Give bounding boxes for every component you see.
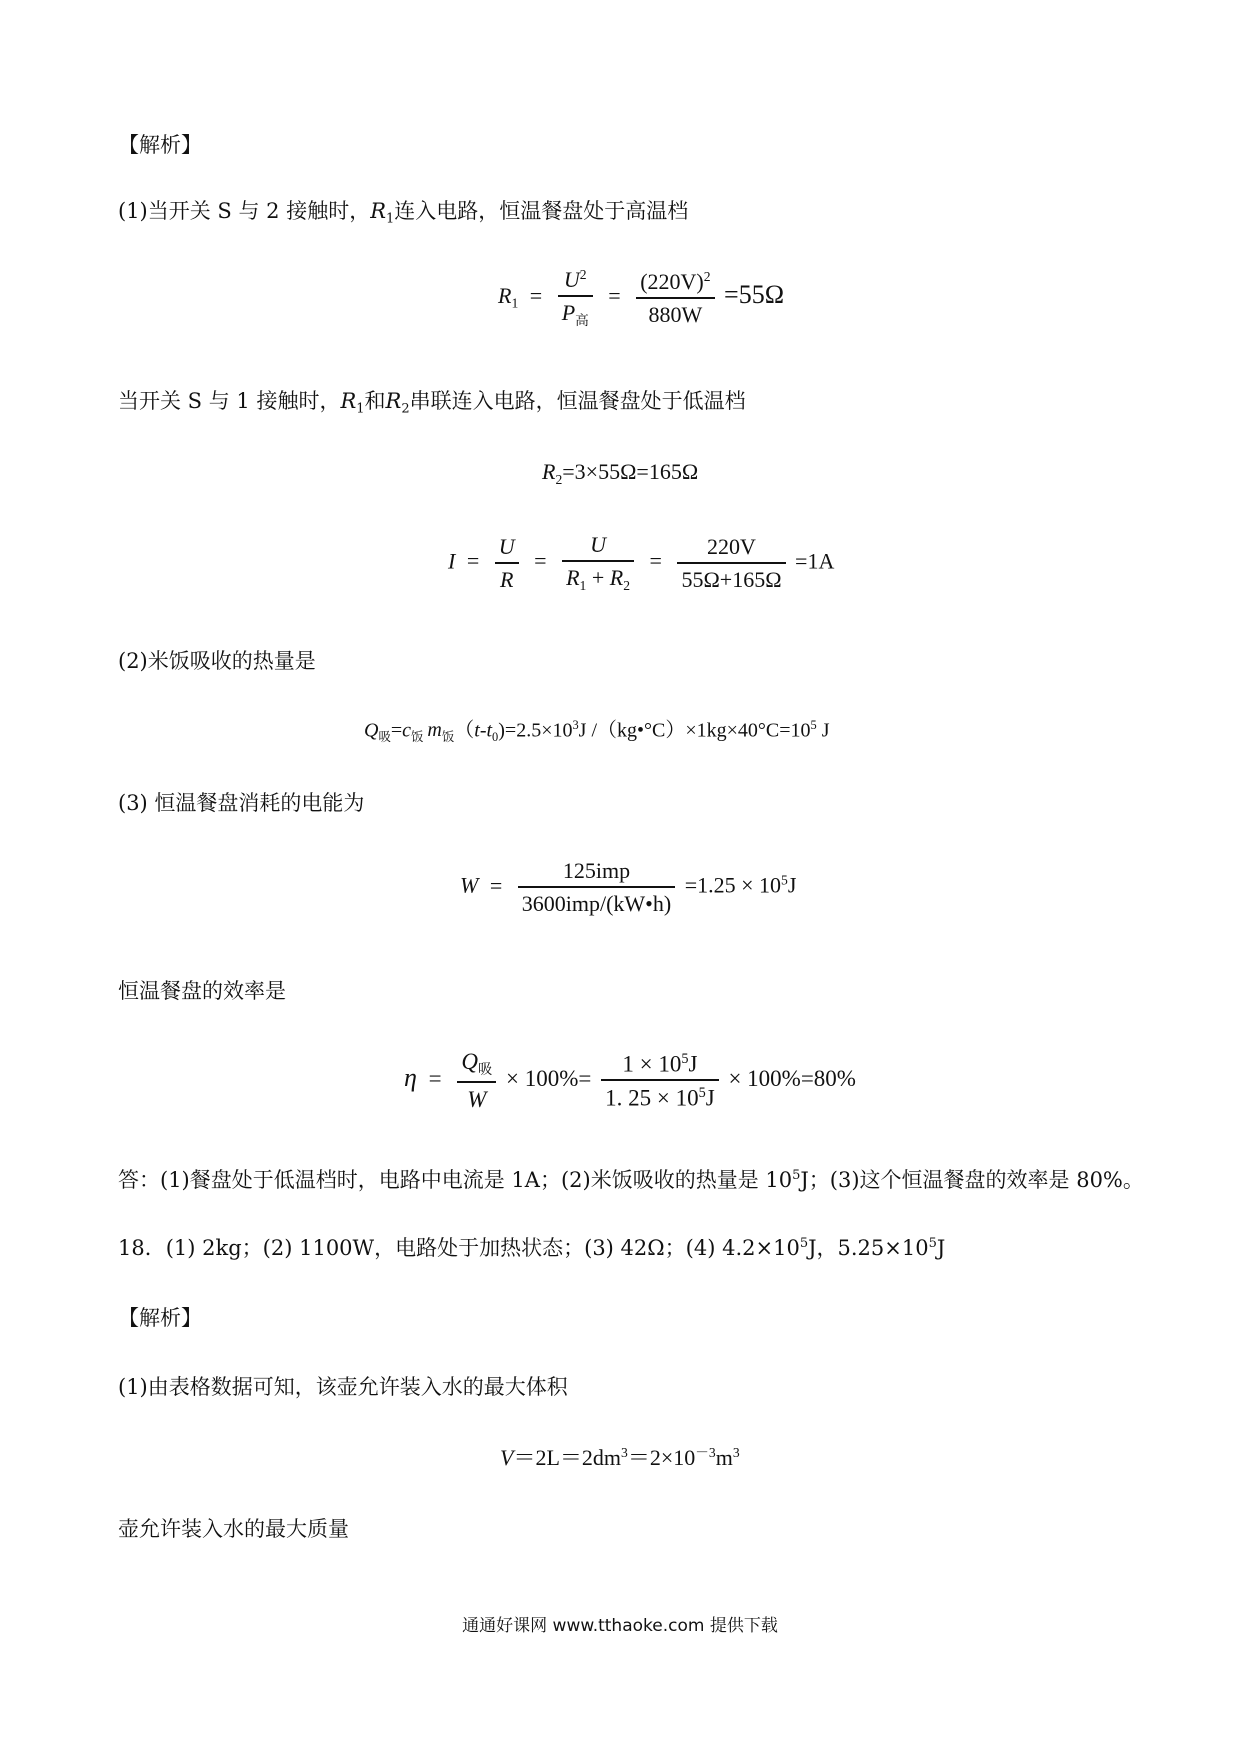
eq6-equals: = [428, 1065, 442, 1091]
eq1-num-sup: 2 [579, 267, 587, 282]
eq3-equals-3: = [649, 548, 662, 574]
part4-text: (1)由表格数据可知，该壶允许装入水的最大体积 [118, 1375, 568, 1399]
r1-subscript: 1 [386, 211, 395, 227]
q18-sup-2: 5 [928, 1236, 937, 1252]
part2-text: (2)米饭吸收的热量是 [118, 649, 316, 673]
equation-heat [364, 719, 830, 743]
eq3-f2-num: U [590, 532, 606, 557]
eq7-tail-sup: 3 [732, 1445, 740, 1460]
eq4-mid: )=2.5×10 [498, 719, 573, 742]
eq6-f2-den-unit: J [705, 1085, 715, 1111]
eq4-c-sub: 饭 [411, 729, 424, 744]
part1-text [118, 199, 688, 227]
part1b-r1-sub: 1 [356, 401, 365, 417]
eq4-dash: - [479, 719, 487, 742]
part1-suffix: 连入电路，恒温餐盘处于高温档 [394, 199, 689, 223]
part1b-prefix: 当开关 S 与 1 接触时， [118, 389, 341, 413]
eq5-lhs: W [460, 872, 479, 898]
eq7-tail: m [715, 1445, 733, 1471]
equation-r1 [498, 268, 784, 328]
eq6-f2-den-sup: 5 [698, 1085, 706, 1102]
eq4-m: m [427, 719, 442, 742]
eq6-lhs: η [404, 1062, 417, 1092]
eq7-mid2: ＝2×10 [627, 1445, 696, 1471]
eq6-f1-num-sub: 吸 [478, 1061, 493, 1078]
eq3-f3-num: 220V [707, 533, 756, 559]
q18-sup-1: 5 [799, 1236, 809, 1252]
eq3-lhs: I [448, 548, 456, 574]
eq4-t: t [474, 719, 480, 742]
eq4-tail-sup: 5 [810, 718, 817, 732]
eq2-lhs-sub: 2 [555, 471, 563, 487]
answer-part-b: J；(3)这个恒温餐盘的效率是 80%。 [800, 1168, 1144, 1192]
eq5-equals: = [489, 872, 503, 898]
eq1-num2: (220V) [640, 268, 704, 294]
q18-part-a: 18．(1) 2kg；(2) 1100W，电路处于加热状态；(3) 42Ω；(4) 4.2×10 [118, 1236, 800, 1260]
eq4-unit: J [816, 719, 830, 742]
equation-energy [460, 860, 796, 915]
eq2-lhs: R [542, 459, 556, 484]
eq7-mid: ＝2L＝2dm [513, 1445, 622, 1471]
part1b-r1: R [340, 389, 357, 413]
eq3-fraction-3 [677, 533, 785, 592]
eq3-f1-num: U [498, 533, 515, 559]
equation-current [448, 534, 834, 592]
analysis-label: 【解析】 [118, 133, 202, 157]
eq4-mid-sup: 3 [572, 718, 579, 732]
question-18-answer [118, 1236, 945, 1261]
eq4-t0-sub: 0 [492, 729, 499, 744]
eq3-f2-den-b-sub: 2 [623, 577, 631, 593]
eq6-result: × 100%=80% [728, 1065, 856, 1091]
eq5-fraction [518, 860, 675, 915]
eq2-rhs: =3×55Ω=165Ω [562, 459, 699, 484]
eq3-fraction-1 [495, 533, 519, 592]
eq3-f1-den: R [499, 566, 514, 592]
eq6-mid: × 100%= [506, 1065, 592, 1091]
eq1-num2-sup: 2 [703, 268, 711, 284]
equation-r2 [542, 461, 698, 486]
part3b-text: 恒温餐盘的效率是 [118, 979, 286, 1003]
part1b-r2: R [385, 389, 402, 413]
eq5-unit: J [787, 872, 797, 898]
eq1-num: U [563, 267, 580, 293]
eq3-f2-den-plus: + [586, 565, 610, 590]
eq7-v: V [500, 1445, 514, 1471]
eq1-den2: 880W [648, 301, 703, 327]
eq3-result: =1A [795, 548, 835, 574]
eq1-lhs-sub: 1 [511, 295, 519, 311]
eq4-q: Q [364, 719, 379, 742]
eq6-f1-num: Q [461, 1049, 479, 1074]
eq1-den: P [561, 300, 576, 326]
eq1-result: =55Ω [724, 279, 785, 309]
eq7-sup-neg: －3 [695, 1445, 716, 1460]
eq6-f2-den: 1. 25 × 10 [605, 1085, 699, 1111]
eq4-tail: J /（kg•°C）×1kg×40°C=10 [578, 719, 811, 742]
part1b-text [118, 389, 746, 417]
eq6-f2-num-unit: J [688, 1051, 698, 1077]
eq3-f2-den-b: R [609, 565, 624, 590]
part1b-suffix: 串联连入电路，恒温餐盘处于低温档 [409, 389, 746, 413]
eq3-f2-den-a-sub: 1 [579, 577, 587, 593]
eq4-q-sub: 吸 [378, 729, 391, 744]
eq4-eq-c: = [390, 719, 403, 742]
eq4-open: （ [454, 719, 475, 742]
eq7-mid-sup: 3 [621, 1445, 628, 1460]
eq3-equals-1: = [466, 548, 480, 574]
eq3-equals-2: = [534, 548, 547, 574]
eq3-f3-den: 55Ω+165Ω [681, 566, 782, 592]
part1b-r2-sub: 2 [401, 401, 410, 417]
eq3-fraction-2 [562, 534, 634, 592]
answer-sup: 5 [792, 1168, 801, 1184]
answer-part-a: 答：(1)餐盘处于低温档时，电路中电流是 1A；(2)米饭吸收的热量是 10 [118, 1168, 793, 1192]
part1b-and: 和 [364, 389, 386, 413]
answer-text [118, 1168, 1144, 1193]
eq5-num: 125imp [562, 858, 631, 883]
analysis-label-2: 【解析】 [118, 1306, 202, 1330]
part4b-text: 壶允许装入水的最大质量 [118, 1517, 349, 1541]
eq1-den-sub: 高 [575, 312, 589, 328]
eq4-m-sub: 饭 [441, 729, 455, 744]
eq6-fraction-2 [601, 1052, 719, 1110]
equation-efficiency [404, 1050, 856, 1111]
eq6-f2-num-sup: 5 [681, 1050, 689, 1067]
q18-part-c: J [936, 1236, 946, 1260]
eq6-f1-den: W [467, 1087, 487, 1113]
page-footer: 通通好课网 www.tthaoke.com 提供下载 [462, 1616, 778, 1636]
eq5-result-sup: 5 [781, 872, 788, 888]
eq5-result: =1.25 × 10 [684, 872, 782, 898]
eq1-fraction-2 [636, 270, 714, 326]
eq6-fraction-1 [457, 1050, 496, 1111]
equation-volume [500, 1446, 740, 1469]
eq1-lhs: R [498, 282, 512, 308]
r1-symbol: R [370, 199, 387, 223]
part1-prefix: (1)当开关 S 与 2 接触时， [118, 199, 371, 223]
eq4-t0: t [486, 719, 493, 742]
eq3-f2-den-a: R [566, 565, 580, 590]
eq1-fraction-1 [558, 268, 593, 328]
eq6-f2-num: 1 × 10 [622, 1051, 682, 1077]
part3-text: (3) 恒温餐盘消耗的电能为 [118, 791, 365, 815]
eq1-equals: = [529, 282, 543, 308]
eq1-equals-2: = [608, 282, 621, 308]
q18-part-b: J，5.25×10 [808, 1236, 929, 1260]
eq4-c: c [402, 719, 412, 742]
eq5-den: 3600imp/(kW•h) [521, 891, 672, 916]
